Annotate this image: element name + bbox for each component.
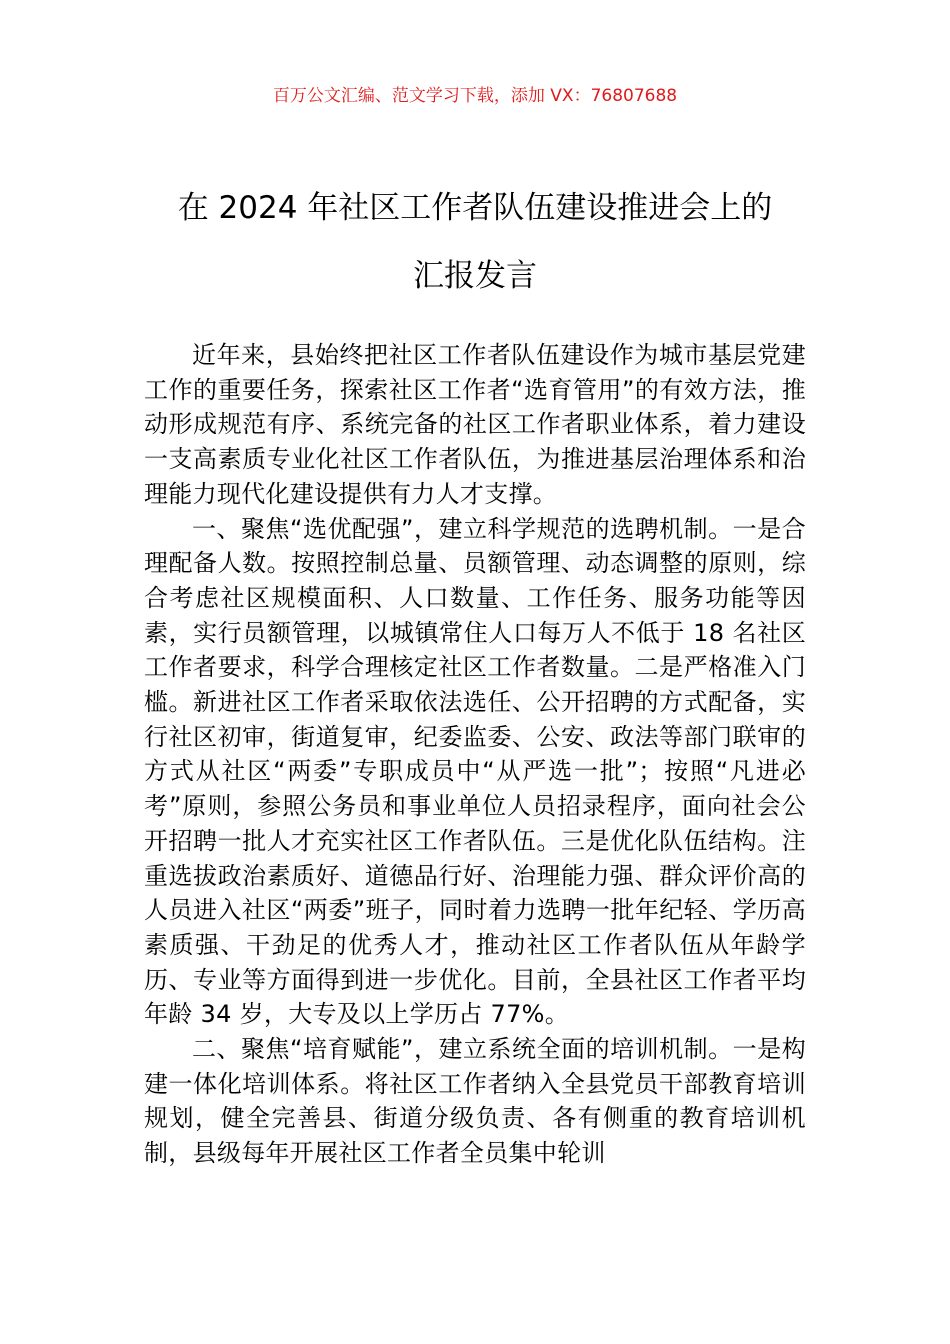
document-title-line-2: 汇报发言: [413, 258, 537, 294]
paragraph-intro: 近年来，县始终把社区工作者队伍建设作为城市基层党建工作的重要任务，探索社区工作者“选育管用”的有效方法，推动形成规范有序、系统完备的社区工作者职业体系，着力建设一支高素质专业化社区工作者队伍，为推进基层治理体系和治理能力现代化建设提供有力人才支撑。: [144, 341, 806, 508]
document-title-line-1: 在 2024 年社区工作者队伍建设推进会上的: [177, 190, 773, 226]
document-body: [144, 338, 806, 1171]
paragraph-section-2: 二、聚焦“培育赋能”，建立系统全面的培训机制。一是构建一体化培训体系。将社区工作者纳入全县党员干部教育培训规划，健全完善县、街道分级负责、各有侧重的教育培训机制，县级每年开展社区工作者全员集中轮训: [144, 1035, 806, 1168]
header-note: 百万公文汇编、范文学习下载，添加 VX：76807688: [272, 86, 678, 106]
paragraph-section-1: 一、聚焦“选优配强”，建立科学规范的选聘机制。一是合理配备人数。按照控制总量、员额管理、动态调整的原则，综合考虑社区规模面积、人口数量、工作任务、服务功能等因素，实行员额管理，以城镇常住人口每万人不低于 18 名社区工作者要求，科学合理核定社区工作者数量。二是严格准入门槛。新进社区工作者采取依法选任、公开招聘的方式配备，实行社区初审，街道复审，纪委监委、公安、政法等部门联审的方式从社区“两委”专职成员中“从严选一批”；按照“凡进必考”原则，参照公务员和事业单位人员招录程序，面向社会公开招聘一批人才充实社区工作者队伍。三是优化队伍结构。注重选拔政治素质好、道德品行好、治理能力强、群众评价高的人员进入社区“两委”班子，同时着力选聘一批年纪轻、学历高素质强、干劲足的优秀人才，推动社区工作者队伍从年龄学历、专业等方面得到进一步优化。目前，全县社区工作者平均年龄 34 岁，大专及以上学历占 77%。: [144, 514, 806, 1029]
document-title: [100, 174, 850, 310]
